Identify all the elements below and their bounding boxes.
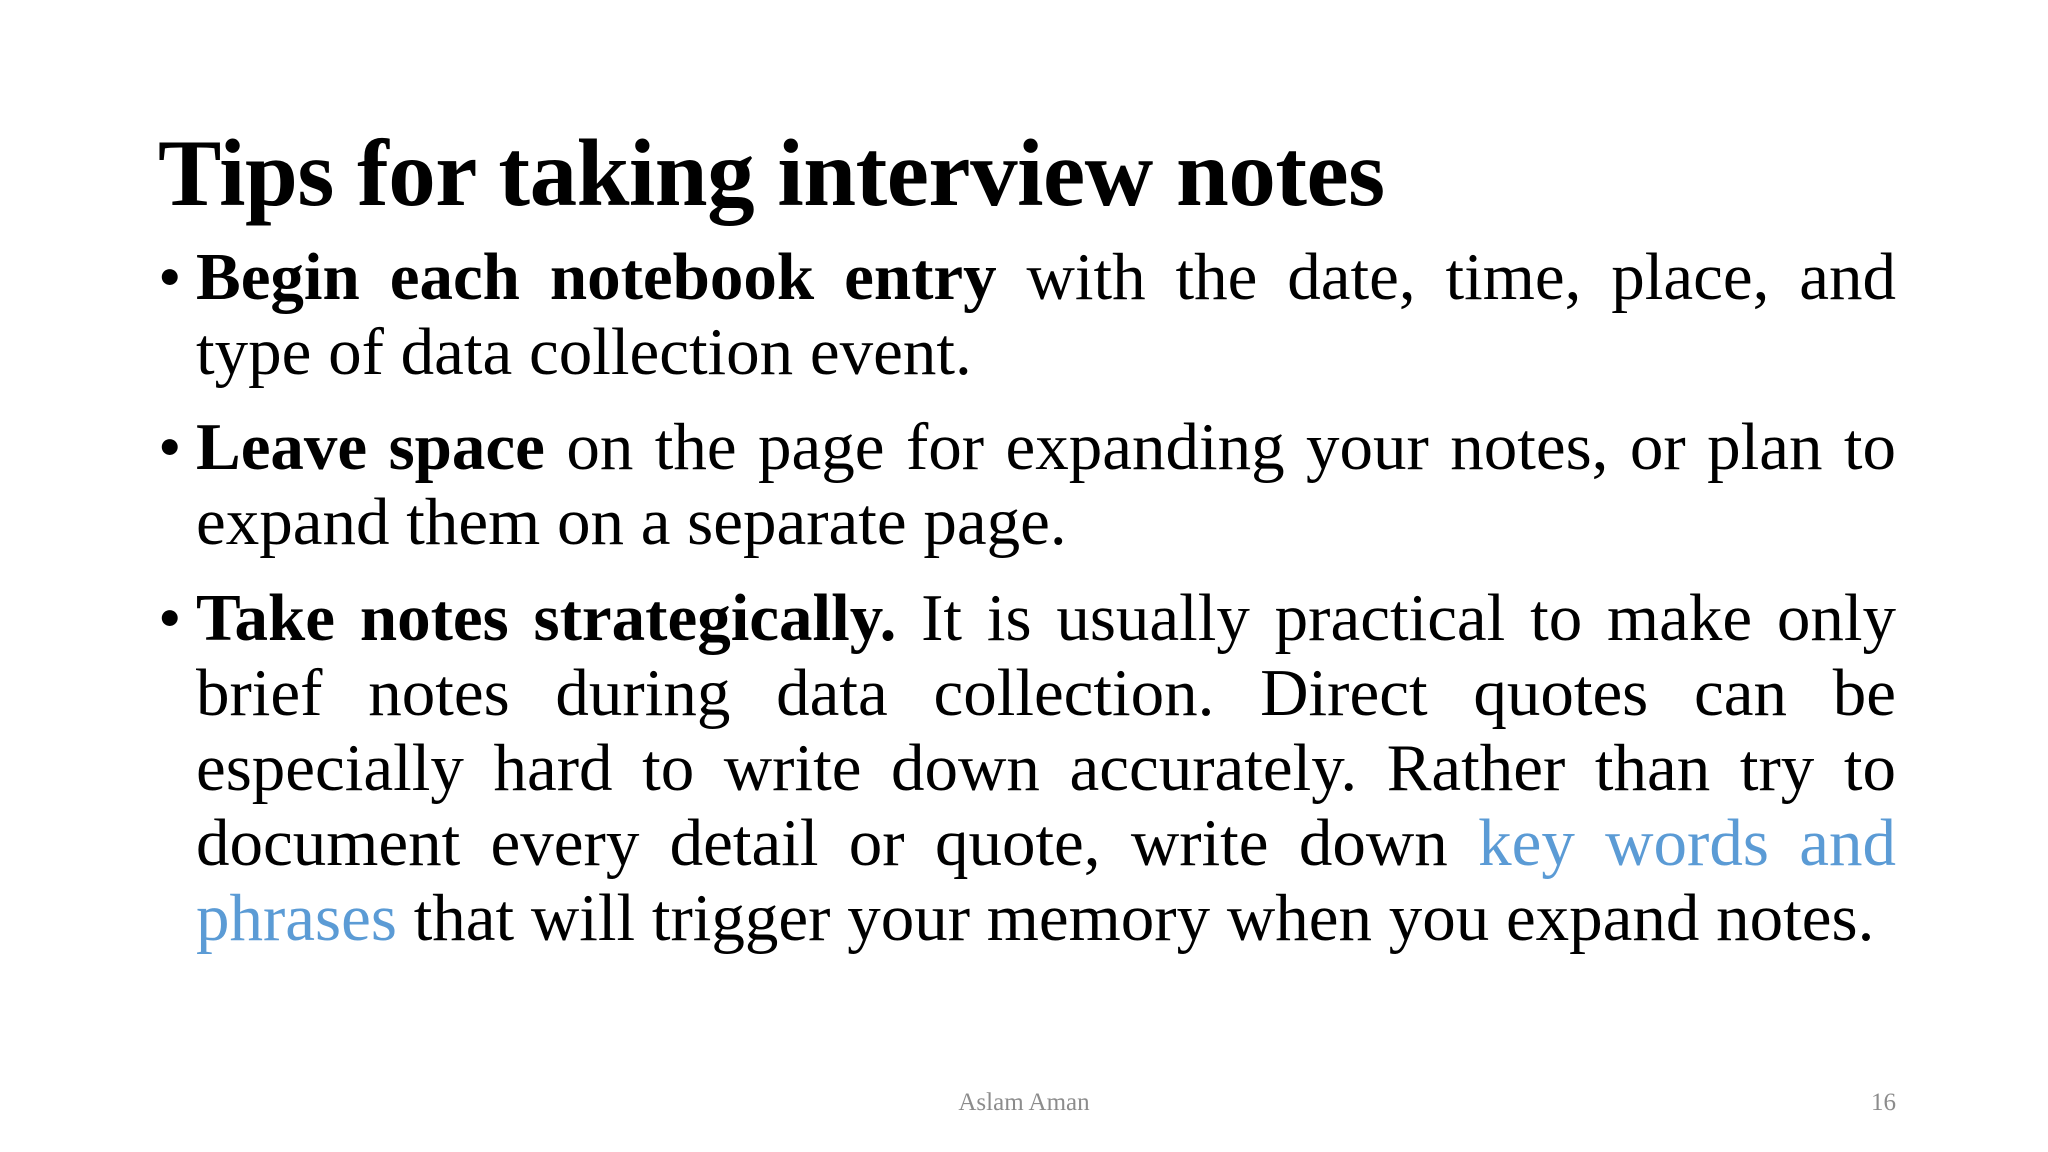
highlighted-key-words: key words and phrases xyxy=(196,806,1896,955)
bullet-bold-text: Take notes strategically. xyxy=(196,581,897,655)
page-number: 16 xyxy=(1871,1089,1896,1116)
bullet-item-leave-space xyxy=(158,410,1896,560)
bullet-bold-text: Begin each notebook entry xyxy=(196,240,997,314)
bullet-item-notebook-entry xyxy=(158,240,1896,390)
bullet-body-text: on the page for expanding your notes, or plan to expand them on a separate page. xyxy=(196,410,1896,559)
bullet-list xyxy=(158,240,1896,976)
bullet-item-take-notes xyxy=(158,581,1896,956)
bullet-body-text: with the date, time, place, and type of data collection event. xyxy=(196,240,1896,389)
footer-author: Aslam Aman xyxy=(958,1089,1090,1116)
bullet-body-text-end: that will trigger your memory when you expand notes. xyxy=(396,881,1875,955)
bullet-body-text: It is usually practical to make only brief notes during data collection. Direct quotes can be especially hard to write down accurately. Rather than try to document every detail or quote, write down xyxy=(196,581,1896,880)
bullet-bold-text: Leave space xyxy=(196,410,545,484)
slide-title: Tips for taking interview notes xyxy=(158,120,1385,226)
